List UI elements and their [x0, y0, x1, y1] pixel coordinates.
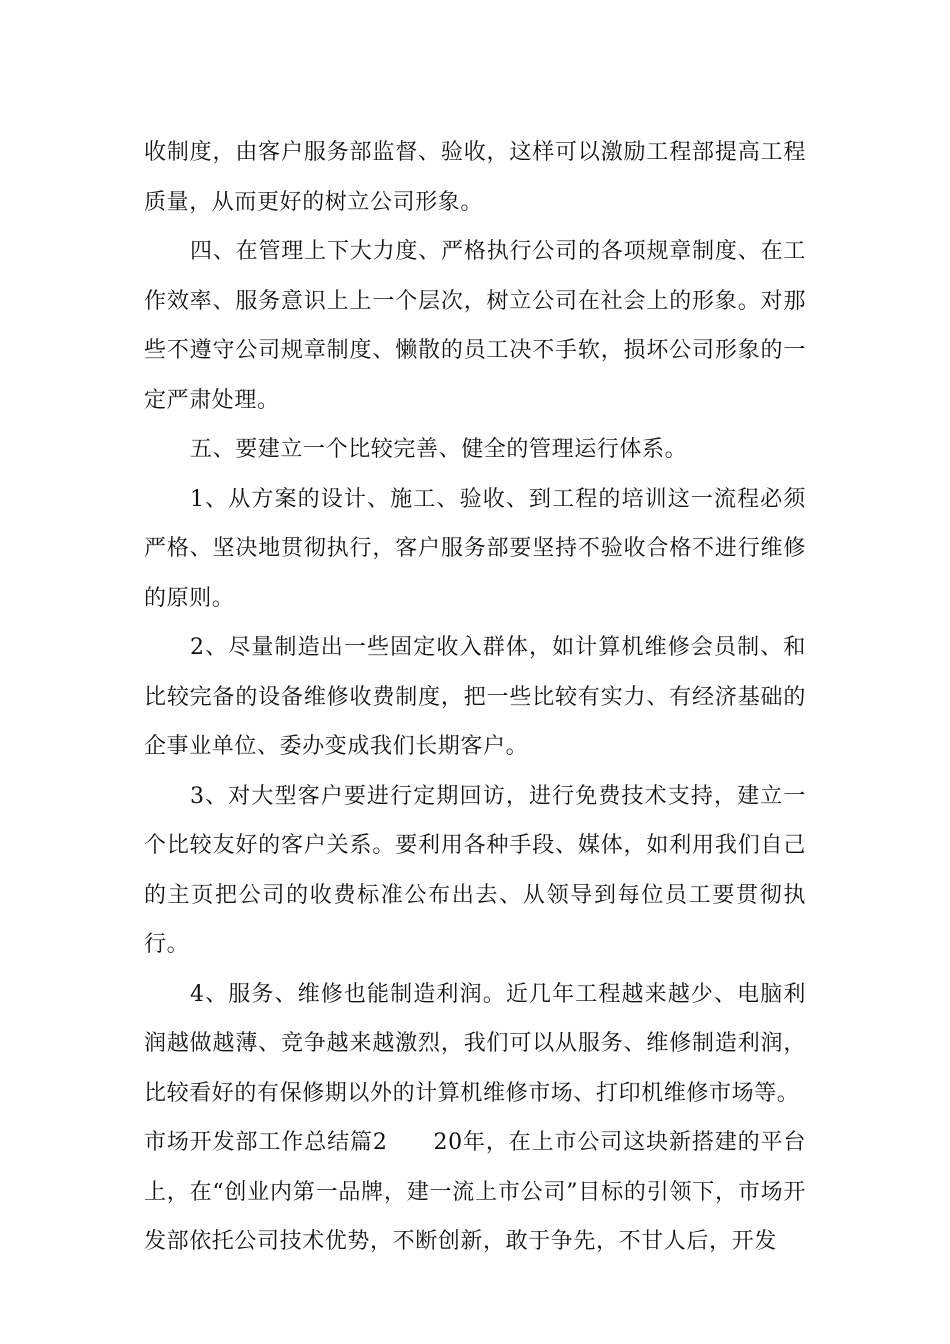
paragraph-subitem-3: 3、对大型客户要进行定期回访，进行免费技术支持，建立一个比较友好的客户关系。要利用各种手段、媒体，如利用我们自己的主页把公司的收费标准公布出去、从领导到每位员工要贯彻执行。: [144, 783, 806, 957]
document-body: [144, 128, 806, 1267]
paragraph-item-5: 五、要建立一个比较完善、健全的管理运行体系。: [190, 437, 688, 462]
section-gap: [387, 1130, 433, 1155]
section-paragraph: [144, 1118, 806, 1267]
paragraph-subitem-4: 4、服务、维修也能制造利润。近几年工程越来越少、电脑利润越做越薄、竞争越来越激烈，我们可以从服务、维修制造利润，比较看好的有保修期以外的计算机维修市场、打印机维修市场等。: [144, 981, 806, 1106]
section-text: 20年，在上市公司这块新搭建的平台上，在“创业内第一品牌，建一流上市公司”目标的引领下，市场开发部依托公司技术优势，不断创新，敢于争先，不甘人后，开发: [144, 1130, 806, 1254]
paragraph-continuation: 收制度，由客户服务部监督、验收，这样可以激励工程部提高工程质量，从而更好的树立公司形象。: [144, 140, 806, 215]
paragraph-subitem-2: 2、尽量制造出一些固定收入群体，如计算机维修会员制、和比较完备的设备维修收费制度，把一些比较有实力、有经济基础的企事业单位、委办变成我们长期客户。: [144, 635, 806, 759]
paragraph-item-4: 四、在管理上下大力度、严格执行公司的各项规章制度、在工作效率、服务意识上上一个层次，树立公司在社会上的形象。对那些不遵守公司规章制度、懒散的员工决不手软，损坏公司形象的一定严肃处理。: [144, 239, 806, 413]
paragraph-subitem-1: 1、从方案的设计、施工、验收、到工程的培训这一流程必须严格、坚决地贯彻执行，客户服务部要坚持不验收合格不进行维修的原则。: [144, 486, 806, 611]
section-title: 市场开发部工作总结篇2: [144, 1130, 388, 1155]
